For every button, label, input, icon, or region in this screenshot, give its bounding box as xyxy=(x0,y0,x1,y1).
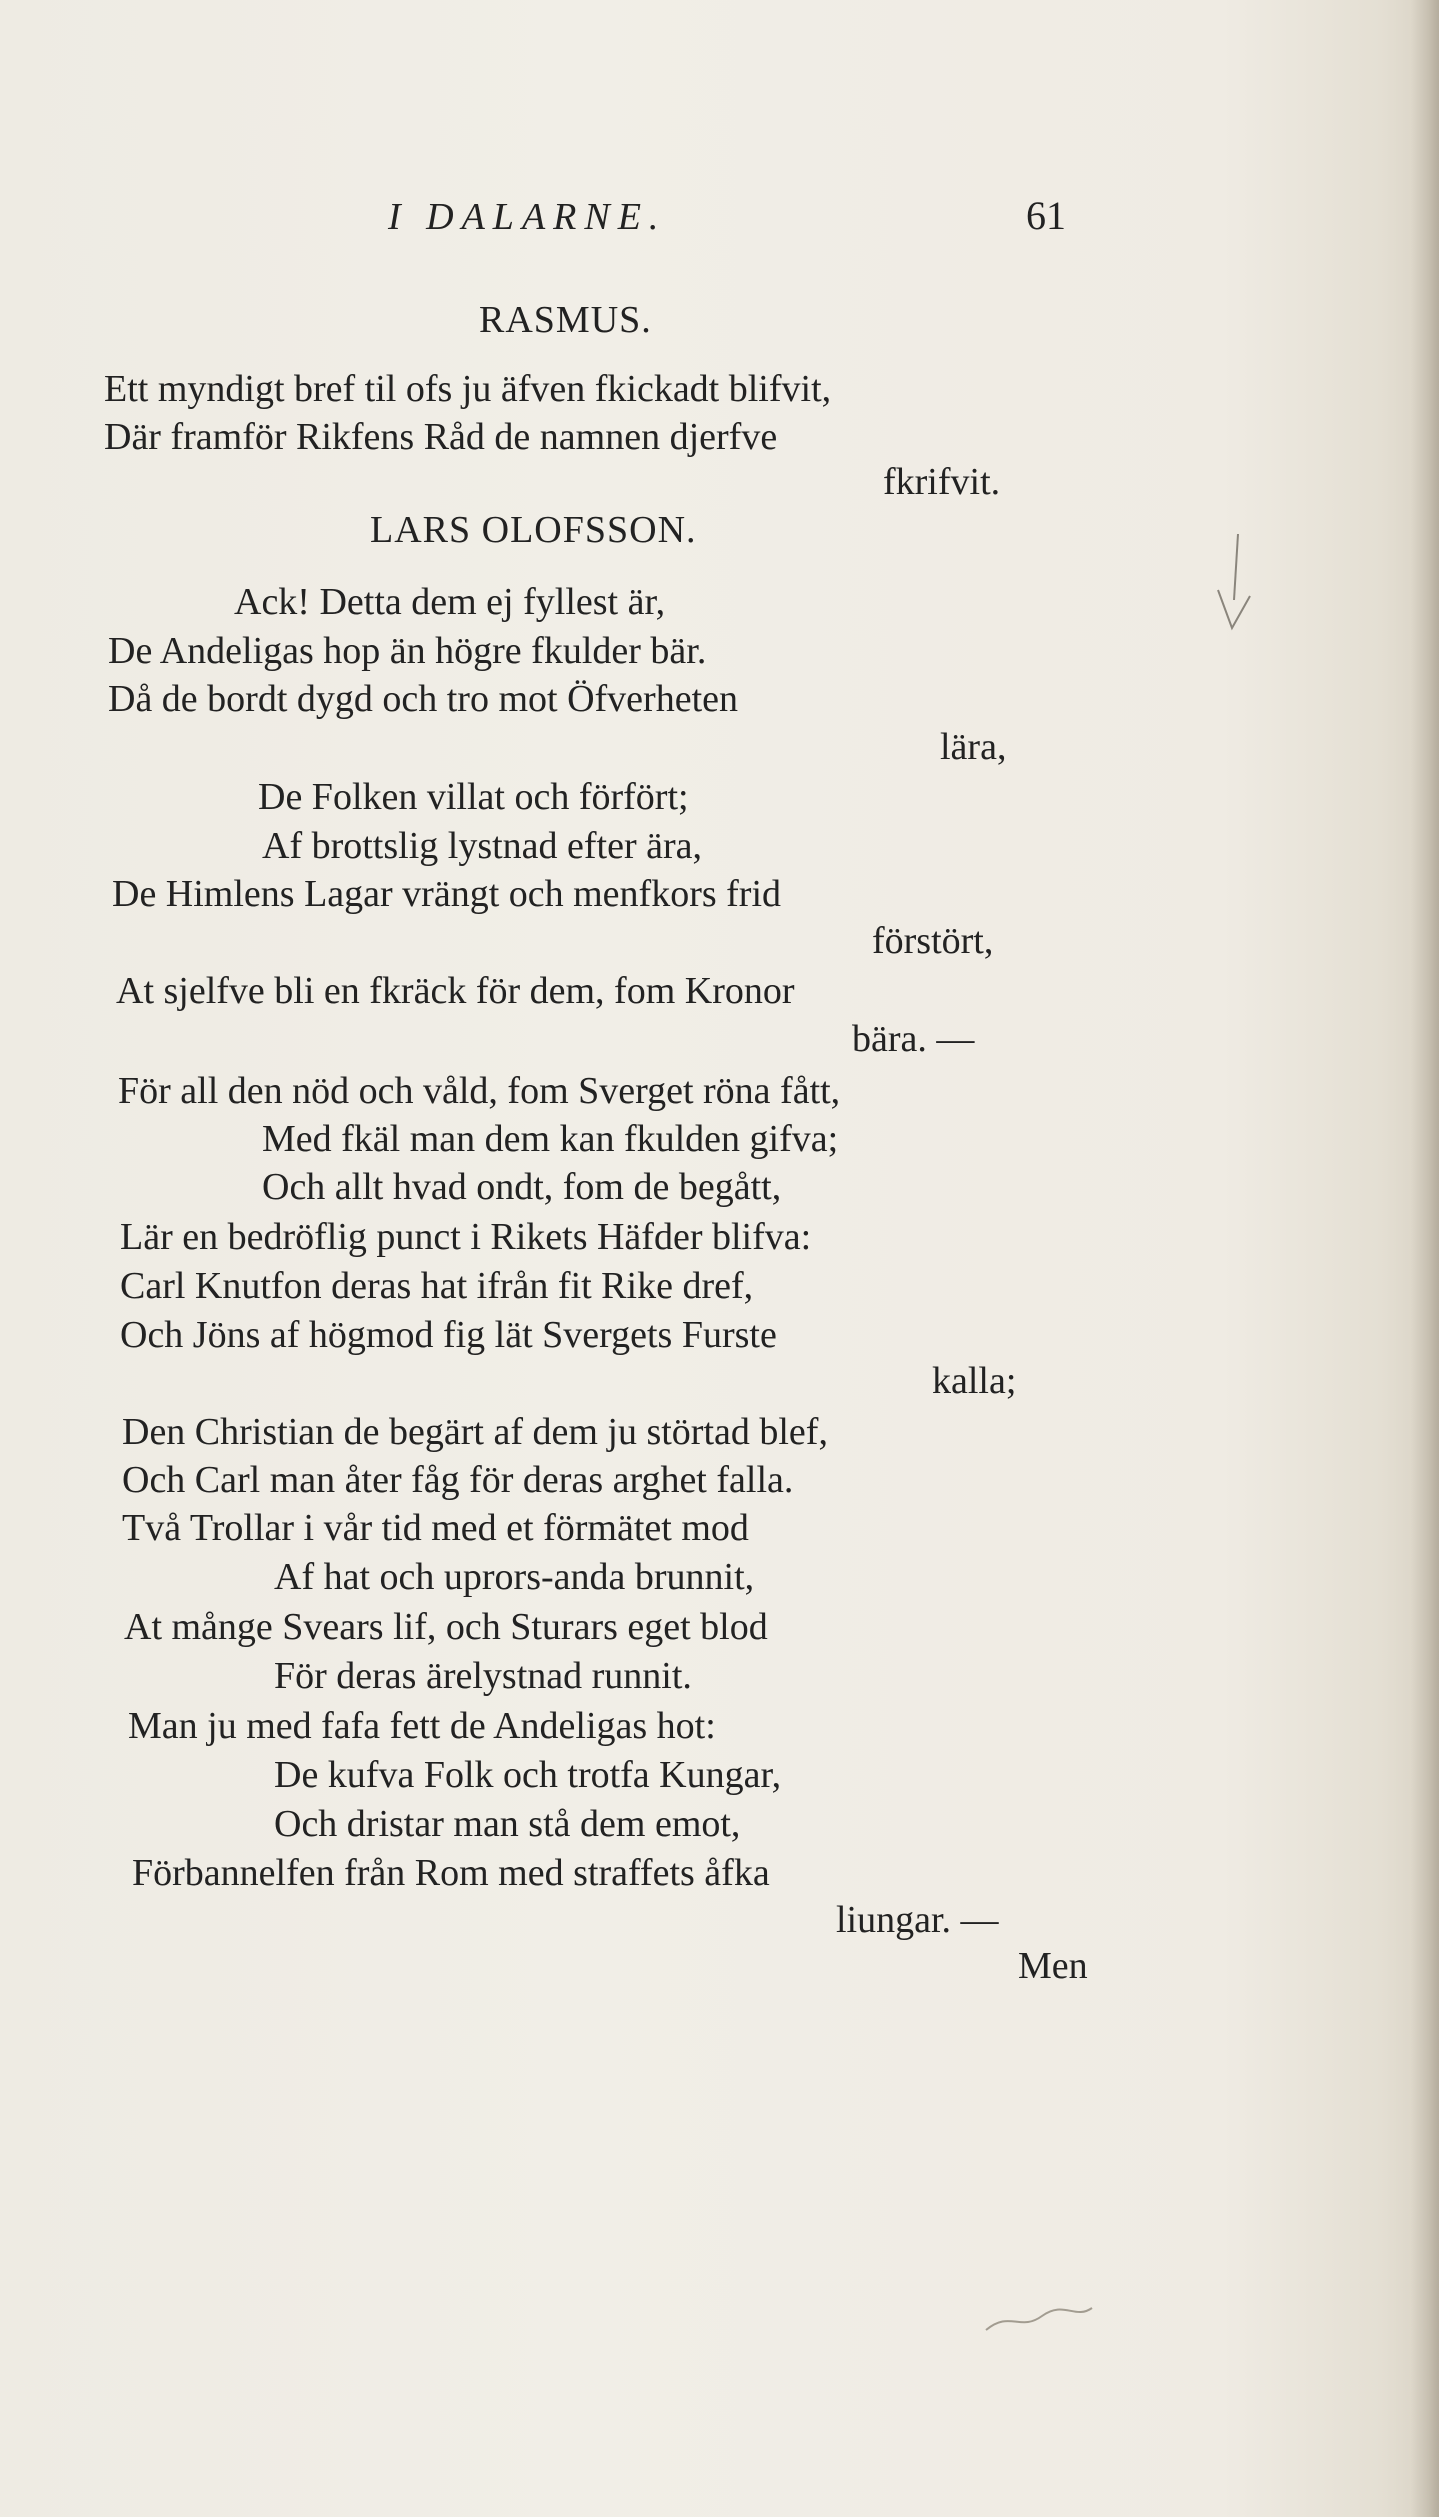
verse-line: bära. — xyxy=(852,1018,975,1060)
verse-line: Och allt hvad ondt, fom de begått, xyxy=(262,1166,782,1208)
pencil-arrow-mark xyxy=(1200,530,1260,640)
verse-line: Där framför Rikfens Råd de namnen djerfve xyxy=(104,416,778,458)
verse-line: Af hat och uprors-anda brunnit, xyxy=(274,1556,755,1598)
verse-line: De kufva Folk och trotfa Kungar, xyxy=(274,1754,782,1796)
pencil-scribble-mark xyxy=(980,2270,1100,2350)
page-edge-shadow xyxy=(1411,0,1439,2517)
verse-line: Den Christian de begärt af dem ju störtad blef, xyxy=(122,1411,828,1453)
verse-line: Ack! Detta dem ej fyllest är, xyxy=(234,581,666,623)
speaker-lars-olofsson: LARS OLOFSSON. xyxy=(370,509,697,551)
verse-line: Med fkäl man dem kan fkulden gifva; xyxy=(262,1118,839,1160)
verse-line: liungar. — xyxy=(836,1899,999,1941)
verse-line: De Folken villat och förfört; xyxy=(258,776,689,818)
verse-line: fkrifvit. xyxy=(883,461,1001,503)
verse-line: De Andeligas hop än högre fkulder bär. xyxy=(108,630,707,672)
verse-line: Af brottslig lystnad efter ära, xyxy=(262,825,703,867)
verse-line: Ett myndigt bref til ofs ju äfven fkickadt blifvit, xyxy=(104,368,832,410)
verse-line: För all den nöd och våld, fom Sverget röna fått, xyxy=(118,1070,841,1112)
verse-line: förstört, xyxy=(872,920,994,962)
catchword: Men xyxy=(1018,1945,1088,1987)
verse-line: Och dristar man stå dem emot, xyxy=(274,1803,741,1845)
verse-line: Man ju med fafa fett de Andeligas hot: xyxy=(128,1705,716,1747)
verse-line: Och Jöns af högmod fig lät Svergets Furste xyxy=(120,1314,777,1356)
verse-line: kalla; xyxy=(932,1360,1017,1402)
verse-line: At sjelfve bli en fkräck för dem, fom Kronor xyxy=(116,970,795,1012)
running-head: I DALARNE. xyxy=(388,196,667,238)
verse-line: At månge Svears lif, och Sturars eget blod xyxy=(124,1606,768,1648)
verse-line: Förbannelfen från Rom med straffets åfka xyxy=(132,1852,770,1894)
verse-line: Två Trollar i vår tid med et förmätet mod xyxy=(122,1507,749,1549)
verse-line: Och Carl man åter fåg för deras arghet falla. xyxy=(122,1459,794,1501)
verse-line: För deras ärelystnad runnit. xyxy=(274,1655,692,1697)
verse-line: Då de bordt dygd och tro mot Öfverheten xyxy=(108,678,738,720)
verse-line: Carl Knutfon deras hat ifrån fit Rike dref, xyxy=(120,1265,754,1307)
verse-line: lära, xyxy=(940,726,1007,768)
speaker-rasmus: RASMUS. xyxy=(479,299,652,341)
verse-line: De Himlens Lagar vrängt och menfkors frid xyxy=(112,873,782,915)
page-number: 61 xyxy=(1026,193,1066,238)
verse-line: Lär en bedröflig punct i Rikets Häfder blifva: xyxy=(120,1216,812,1258)
